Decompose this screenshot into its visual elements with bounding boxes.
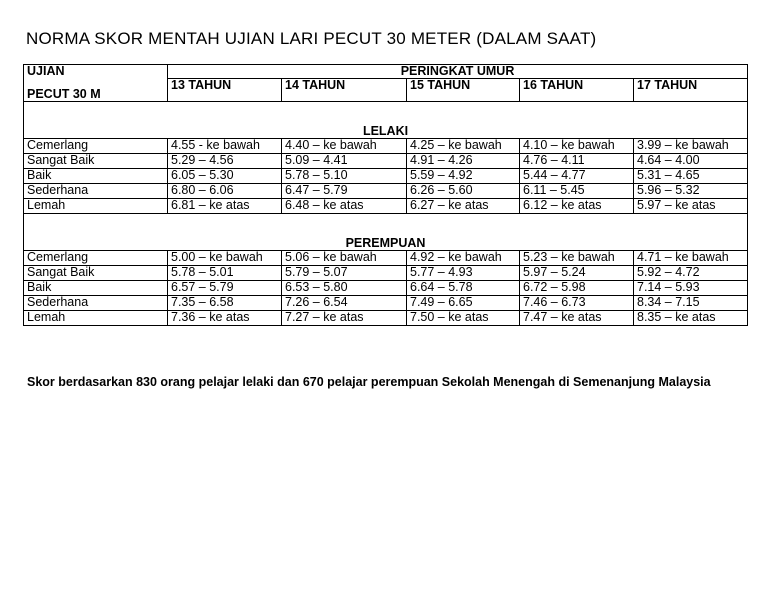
value-cell: 5.77 – 4.93 (407, 266, 520, 281)
value-cell: 4.55 - ke bawah (168, 139, 282, 154)
value-cell: 4.91 – 4.26 (407, 154, 520, 169)
age-header-16: 16 TAHUN (520, 79, 634, 102)
age-header-17: 17 TAHUN (634, 79, 748, 102)
value-cell: 6.27 – ke atas (407, 199, 520, 214)
value-cell: 7.36 – ke atas (168, 311, 282, 326)
value-cell: 8.34 – 7.15 (634, 296, 748, 311)
table-row (24, 281, 748, 296)
value-cell: 7.46 – 6.73 (520, 296, 634, 311)
table-header-row (24, 65, 748, 79)
value-cell: 7.26 – 6.54 (282, 296, 407, 311)
value-cell: 6.80 – 6.06 (168, 184, 282, 199)
category-cell: Lemah (24, 311, 168, 326)
value-cell: 5.59 – 4.92 (407, 169, 520, 184)
value-cell: 5.44 – 4.77 (520, 169, 634, 184)
value-cell: 6.47 – 5.79 (282, 184, 407, 199)
value-cell: 5.78 – 5.10 (282, 169, 407, 184)
value-cell: 5.09 – 4.41 (282, 154, 407, 169)
value-cell: 6.53 – 5.80 (282, 281, 407, 296)
value-cell: 6.57 – 5.79 (168, 281, 282, 296)
value-cell: 5.78 – 5.01 (168, 266, 282, 281)
value-cell: 4.64 – 4.00 (634, 154, 748, 169)
value-cell: 7.35 – 6.58 (168, 296, 282, 311)
value-cell: 7.27 – ke atas (282, 311, 407, 326)
value-cell: 6.11 – 5.45 (520, 184, 634, 199)
value-cell: 4.40 – ke bawah (282, 139, 407, 154)
value-cell: 6.81 – ke atas (168, 199, 282, 214)
value-cell: 4.25 – ke bawah (407, 139, 520, 154)
value-cell: 6.12 – ke atas (520, 199, 634, 214)
section-label: PEREMPUAN (24, 214, 748, 251)
value-cell: 4.76 – 4.11 (520, 154, 634, 169)
value-cell: 7.49 – 6.65 (407, 296, 520, 311)
value-cell: 5.31 – 4.65 (634, 169, 748, 184)
value-cell: 5.97 – ke atas (634, 199, 748, 214)
table-row (24, 251, 748, 266)
value-cell: 5.29 – 4.56 (168, 154, 282, 169)
header-ujian-line1: UJIAN (27, 64, 65, 78)
value-cell: 6.26 – 5.60 (407, 184, 520, 199)
value-cell: 4.92 – ke bawah (407, 251, 520, 266)
section-row (24, 102, 748, 139)
value-cell: 6.72 – 5.98 (520, 281, 634, 296)
value-cell: 7.14 – 5.93 (634, 281, 748, 296)
header-ujian-cell (24, 65, 168, 102)
footnote: Skor berdasarkan 830 orang pelajar lelaki dan 670 pelajar perempuan Sekolah Menengah di Semenanjung Malaysia (27, 375, 711, 389)
value-cell: 5.23 – ke bawah (520, 251, 634, 266)
category-cell: Cemerlang (24, 139, 168, 154)
value-cell: 7.50 – ke atas (407, 311, 520, 326)
category-cell: Baik (24, 169, 168, 184)
table-row (24, 199, 748, 214)
value-cell: 7.47 – ke atas (520, 311, 634, 326)
value-cell: 5.96 – 5.32 (634, 184, 748, 199)
value-cell: 5.06 – ke bawah (282, 251, 407, 266)
category-cell: Sederhana (24, 184, 168, 199)
section-row (24, 214, 748, 251)
category-cell: Cemerlang (24, 251, 168, 266)
age-header-15: 15 TAHUN (407, 79, 520, 102)
value-cell: 5.00 – ke bawah (168, 251, 282, 266)
value-cell: 8.35 – ke atas (634, 311, 748, 326)
value-cell: 5.79 – 5.07 (282, 266, 407, 281)
age-header-13: 13 TAHUN (168, 79, 282, 102)
page-title: NORMA SKOR MENTAH UJIAN LARI PECUT 30 METER (DALAM SAAT) (26, 29, 597, 48)
table-row (24, 139, 748, 154)
value-cell: 4.10 – ke bawah (520, 139, 634, 154)
category-cell: Sangat Baik (24, 266, 168, 281)
table-row (24, 296, 748, 311)
table-row (24, 154, 748, 169)
norm-table (23, 64, 748, 326)
category-cell: Baik (24, 281, 168, 296)
header-peringkat-umur: PERINGKAT UMUR (168, 65, 748, 79)
value-cell: 5.97 – 5.24 (520, 266, 634, 281)
category-cell: Lemah (24, 199, 168, 214)
value-cell: 5.92 – 4.72 (634, 266, 748, 281)
value-cell: 3.99 – ke bawah (634, 139, 748, 154)
table-row (24, 311, 748, 326)
table-row (24, 266, 748, 281)
value-cell: 4.71 – ke bawah (634, 251, 748, 266)
table-row (24, 169, 748, 184)
table-row (24, 184, 748, 199)
section-label: LELAKI (24, 102, 748, 139)
value-cell: 6.05 – 5.30 (168, 169, 282, 184)
category-cell: Sederhana (24, 296, 168, 311)
value-cell: 6.48 – ke atas (282, 199, 407, 214)
value-cell: 6.64 – 5.78 (407, 281, 520, 296)
category-cell: Sangat Baik (24, 154, 168, 169)
header-ujian-line2: PECUT 30 M (27, 87, 101, 101)
age-header-14: 14 TAHUN (282, 79, 407, 102)
